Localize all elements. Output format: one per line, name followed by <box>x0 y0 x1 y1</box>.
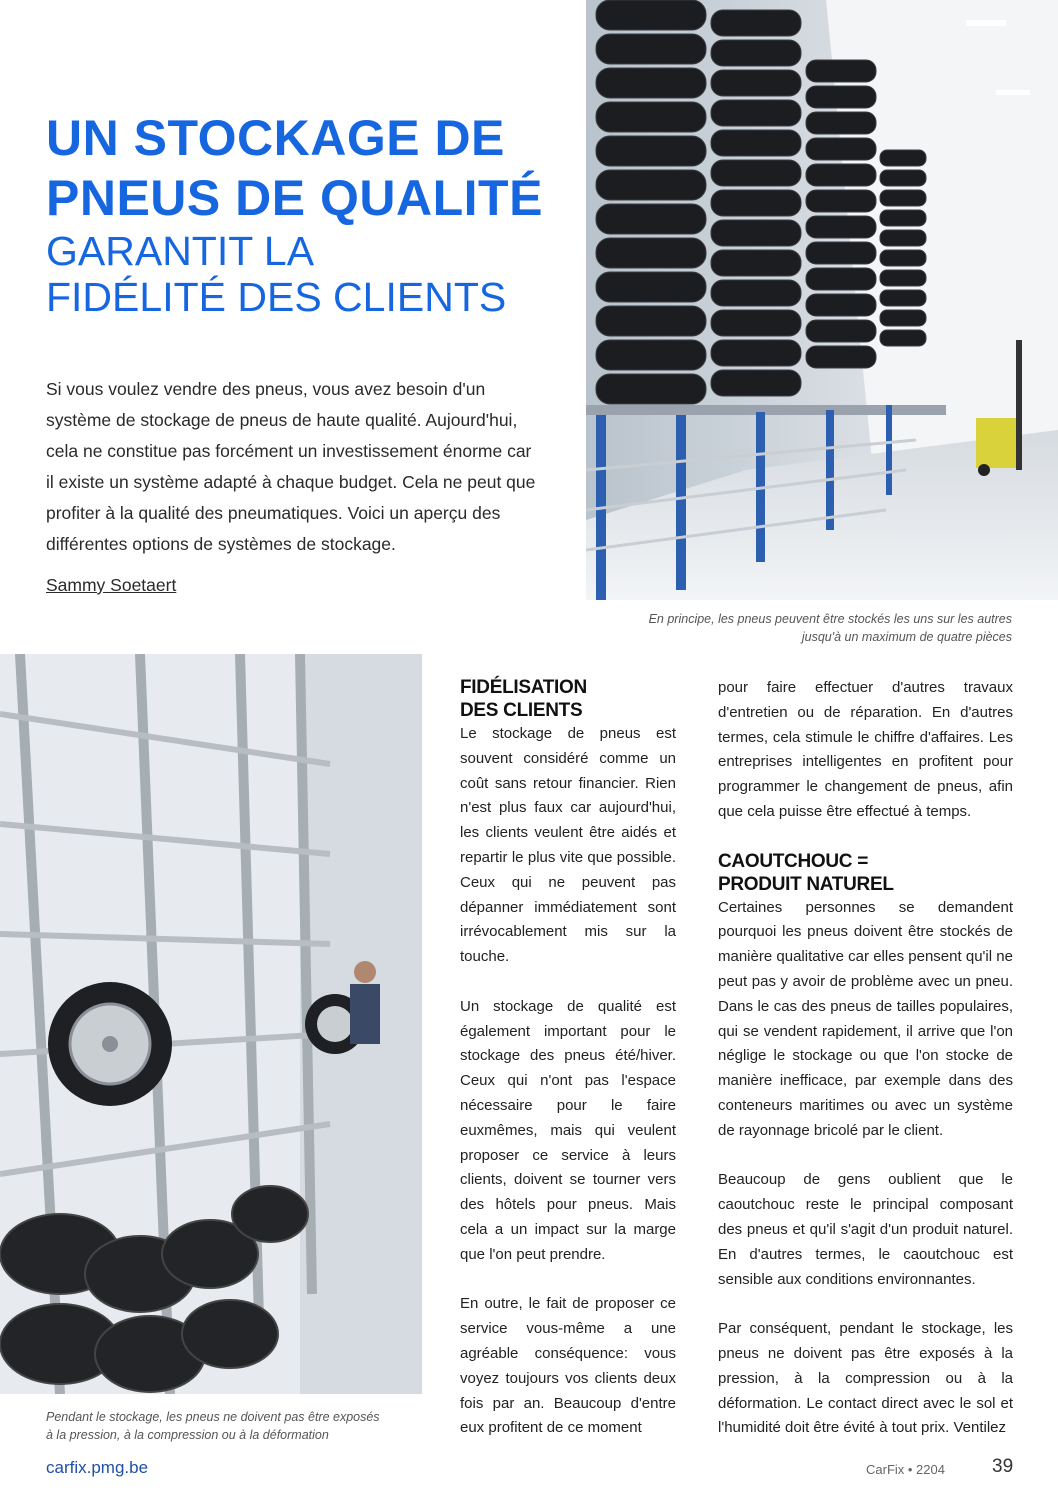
column2-paragraph-2: Beaucoup de gens oublient que le caoutchouc reste le principal composant des pneus et qu'il s'agit d'un produit naturel. En d'autres termes, le caoutchouc est sensible aux conditions environnantes. <box>718 1171 1013 1288</box>
heading-caoutchouc-line2: PRODUIT NATUREL <box>718 873 894 895</box>
section-heading-fidelisation <box>460 676 676 722</box>
caption-top-photo <box>600 610 1012 646</box>
footer-page-number: 39 <box>992 1456 1014 1477</box>
heading-caoutchouc-line1: CAOUTCHOUC = <box>718 850 868 872</box>
footer-magazine-issue: CarFix • 2204 <box>866 1462 945 1477</box>
column2-paragraph-0: pour faire effectuer d'autres travaux d'entretien ou de réparation. En d'autres termes, cela stimule le chiffre d'affaires. Les entreprises intelligentes en profitent pour programmer le changement de pneus, afin que cela puisse être effectué à temps. <box>718 679 1013 820</box>
headline-bold <box>46 108 576 228</box>
photo-tire-warehouse <box>586 0 1058 600</box>
article-column-1 <box>460 676 676 1466</box>
article-column-2 <box>718 676 1013 1466</box>
caption-left-photo <box>46 1408 416 1444</box>
column1-paragraph-1: Le stockage de pneus est souvent considéré comme un coût sans retour financier. Rien n'est plus faux car aujourd'hui, les clients veulent être aidés et repartir le plus vite que possible. Ceux qui ne peuvent pas dépanner immédiatement sont irrévocablement mis sur la touche. <box>460 725 676 966</box>
footer-website-link[interactable]: carfix.pmg.be <box>46 1458 149 1477</box>
column1-paragraph-3: En outre, le fait de proposer ce service vous-même a une agréable conséquence: vous voyez toujours vos clients deux fois par an. Beaucoup d'entre eux profitent de ce moment <box>460 1295 676 1437</box>
headline-bold-line2: PNEUS DE QUALITÉ <box>46 170 543 226</box>
headline-light <box>46 228 576 320</box>
photo-tire-racks <box>0 654 422 1394</box>
heading-fidelisation-line2: DES CLIENTS <box>460 700 583 721</box>
caption-left-line2: à la pression, à la compression ou à la déformation <box>46 1428 329 1442</box>
column1-paragraph-2: Un stockage de qualité est également important pour le stockage des pneus été/hiver. Ceux qui n'ont pas l'espace nécessaire pour le faire euxmêmes, mais qui veulent proposer ce service à leurs clients, doivent se tourner vers des hôtels pour pneus. Mais cela a un impact sur la marge que l'on peut prendre. <box>460 997 676 1263</box>
author-link[interactable]: Sammy Soetaert <box>46 575 177 595</box>
caption-left-line1: Pendant le stockage, les pneus ne doivent pas être exposés <box>46 1410 380 1424</box>
column2-paragraph-3: Par conséquent, pendant le stockage, les pneus ne doivent pas être exposés à la pression, à la compression ou à la déformation. Le contact direct avec le sol et l'humidité doit être évité à tout prix. Ventilez <box>718 1320 1013 1437</box>
headline-light-line2: FIDÉLITÉ DES CLIENTS <box>46 274 507 320</box>
headline-bold-line1: UN STOCKAGE DE <box>46 110 505 166</box>
headline-light-line1: GARANTIT LA <box>46 228 315 274</box>
intro-paragraph: Si vous voulez vendre des pneus, vous avez besoin d'un système de stockage de pneus de haute qualité. Aujourd'hui, cela ne constitue pas forcément un investissement énorme car il existe un système adapté à chaque budget. Cela ne peut que profiter à la qualité des pneumatiques. Voici un aperçu des différentes options de systèmes de stockage. <box>46 379 536 554</box>
caption-top-line2: jusqu'à un maximum de quatre pièces <box>801 630 1012 644</box>
caption-top-line1: En principe, les pneus peuvent être stockés les uns sur les autres <box>648 612 1012 626</box>
column2-paragraph-1: Certaines personnes se demandent pourquoi les pneus doivent être stockés de manière qualitative car elles pensent qu'il ne peut pas y avoir de problème avec un pneu. Dans le cas des pneus de tailles populaires, qui se vendent rapidement, il arrive que l'on néglige le stockage ou que l'on stocke de manière inefficace, par exemple dans des conteneurs maritimes ou avec un système de rayonnage bricolé par le client. <box>718 898 1013 1139</box>
heading-fidelisation-line1: FIDÉLISATION <box>460 677 587 698</box>
section-heading-caoutchouc <box>718 850 1013 896</box>
